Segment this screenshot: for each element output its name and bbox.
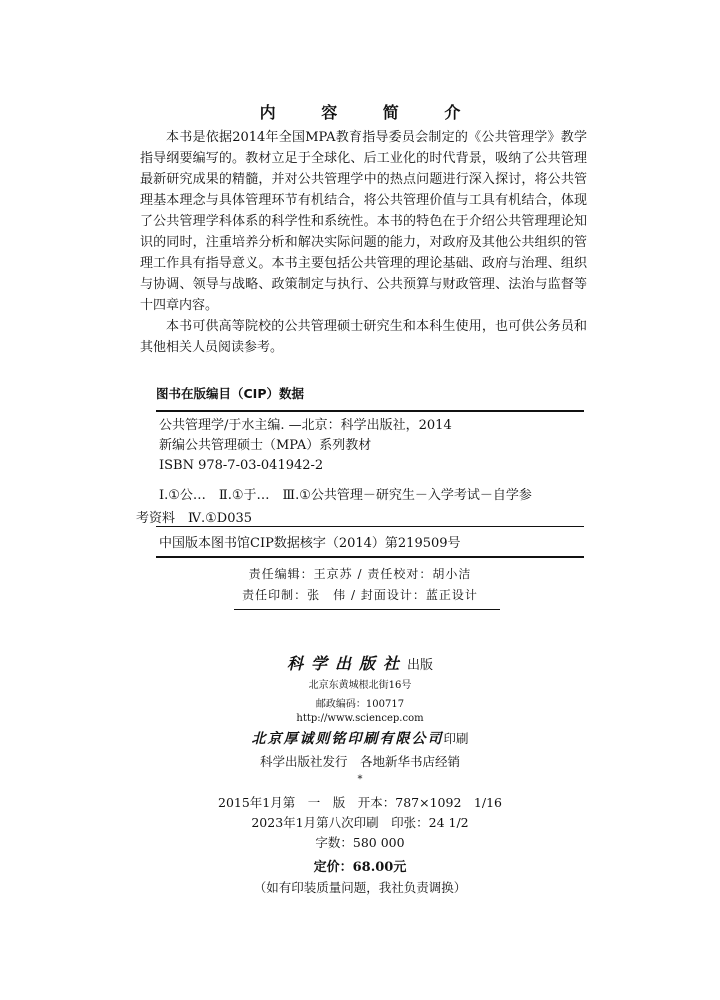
- printer-suffix: 印刷: [443, 731, 469, 746]
- publisher-line: [0, 651, 720, 674]
- publisher-name: 科学出版社: [286, 654, 407, 673]
- cip-divider: [156, 526, 584, 527]
- cip-bottom-rule: [156, 556, 584, 558]
- separator-star: *: [357, 774, 363, 785]
- credits-rule: [234, 609, 500, 610]
- printer-line: [0, 728, 720, 748]
- publisher-url: http://www.sciencep.com: [296, 713, 424, 724]
- intro-paragraph: 本书可供高等院校的公共管理硕士研究生和本科生使用，也可供公务员和其他相关人员阅读参考。: [140, 319, 587, 355]
- price-line: 定价：68.00元: [313, 860, 407, 875]
- cip-top-rule: [156, 410, 584, 412]
- intro-paragraph: 本书是依据2014年全国MPA教育指导委员会制定的《公共管理学》教学指导纲要编写的。教材立足于全球化、后工业化的时代背景，吸纳了公共管理最新研究成果的精髓，并对公共管理学中的热点问题进行深入探讨，将公共管理基本理念与具体管理环节有机结合，将公共管理价值与工具有机结合，体现了公共管理学科体系的科学性和系统性。本书的特色在于介绍公共管理理论知识的同时，注重培养分析和解决实际问题的能力，对政府及其他公共组织的管理工作具有指导意义。本书主要包括公共管理的理论基础、政府与治理、组织与协调、领导与战略、政策制定与执行、公共预算与财政管理、法治与监督等十四章内容。: [140, 130, 587, 313]
- cip-series-line: 新编公共管理硕士（MPA）系列教材: [159, 438, 372, 453]
- cip-class-line: 考资料 Ⅳ.①D035: [136, 511, 253, 526]
- wordcount-line: 字数：580 000: [315, 835, 405, 850]
- cip-heading: 图书在版编目（CIP）数据: [156, 386, 304, 401]
- cip-verify-number: 中国版本图书馆CIP数据核字（2014）第219509号: [159, 536, 461, 551]
- cip-record: [159, 416, 589, 476]
- printer-name: 北京厚诚则铭印刷有限公司: [251, 731, 444, 747]
- cip-title-line: 公共管理学/于水主编. —北京：科学出版社，2014: [159, 418, 452, 433]
- production-credits: 责任印制：张 伟 / 封面设计：蓝正设计: [242, 588, 478, 602]
- printing-line: 2023年1月第八次印刷 印张：24 1/2: [251, 815, 469, 830]
- publisher-suffix: 出版: [407, 658, 434, 673]
- publisher-postcode: 邮政编码：100717: [315, 699, 405, 710]
- page-title: 内 容 简 介: [259, 103, 481, 122]
- cip-classification: [136, 484, 591, 530]
- distribution-line: 科学出版社发行 各地新华书店经销: [259, 754, 460, 769]
- edition-line: 2015年1月第 一 版 开本：787×1092 1/16: [218, 795, 502, 810]
- cip-isbn-line: ISBN 978-7-03-041942-2: [159, 458, 324, 473]
- editor-credits: 责任编辑：王京苏 / 责任校对：胡小洁: [248, 567, 472, 581]
- quality-notice: （如有印装质量问题，我社负责调换）: [253, 880, 467, 895]
- intro-text: [140, 127, 587, 358]
- publisher-address: 北京东黄城根北街16号: [308, 680, 412, 691]
- cip-class-line: Ⅰ.①公… Ⅱ.①于… Ⅲ.①公共管理－研究生－入学考试－自学参: [159, 488, 532, 503]
